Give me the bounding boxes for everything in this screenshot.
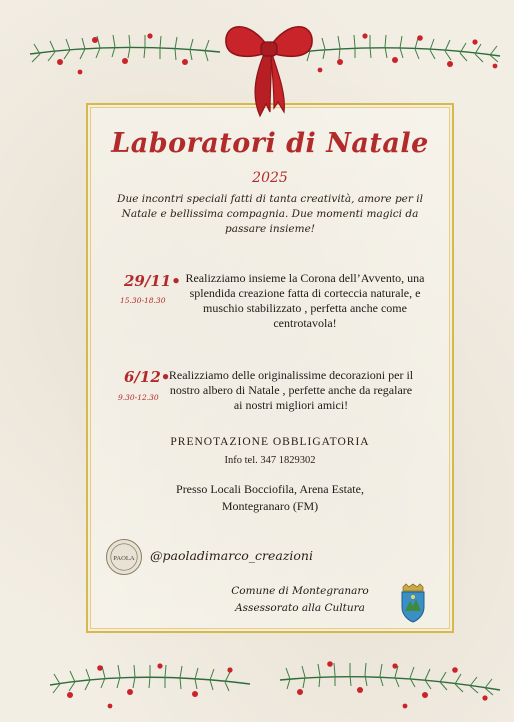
pine-garland-bottom: [0, 640, 514, 722]
location: [86, 481, 454, 515]
municipal-crest-icon: [396, 583, 430, 623]
intro-text: Due incontri speciali fatti di tanta creatività, amore per il Natale e bellissima compagnia. Due momenti magici da passare insieme!: [117, 193, 423, 235]
event-description-1: Realizziamo insieme la Corona dell’Avvento, una splendida creazione fatta di corteccia naturale, e muschio stabilizzato , perfetta anche come centrotavola!: [185, 271, 425, 330]
svg-text:PAOLA: PAOLA: [113, 554, 135, 562]
event-time-1: 15.30-18.30: [120, 296, 166, 305]
location-line-1: Presso Locali Bocciofila, Arena Estate,: [176, 482, 364, 496]
social-handle[interactable]: @paoladimarco_creazioni: [150, 548, 313, 563]
location-line-2: Montegranaro (FM): [221, 499, 319, 513]
paola-logo-mark: [107, 539, 141, 575]
sponsor-block: [210, 583, 390, 617]
red-ribbon-bow-icon: [214, 8, 324, 118]
event-date-2: 6/12•: [124, 368, 171, 386]
event-time-2: 9.30-12.30: [118, 393, 159, 402]
paola-logo: [106, 539, 142, 575]
booking-notice: PRENOTAZIONE OBBLIGATORIA: [170, 436, 370, 448]
poster-title: Laboratori di Natale: [111, 128, 429, 159]
poster-year: 2025: [252, 170, 288, 186]
info-phone: Info tel. 347 1829302: [224, 455, 316, 466]
comune-line-1: Comune di Montegranaro: [231, 585, 369, 597]
comune-line-2: Assessorato alla Cultura: [235, 602, 365, 614]
event-description-2: Realizziamo delle originalissime decorazioni per il nostro albero di Natale , perfette anche da regalare ai nostri migliori amici!: [168, 368, 414, 412]
event-date-1: 29/11•: [124, 272, 181, 290]
